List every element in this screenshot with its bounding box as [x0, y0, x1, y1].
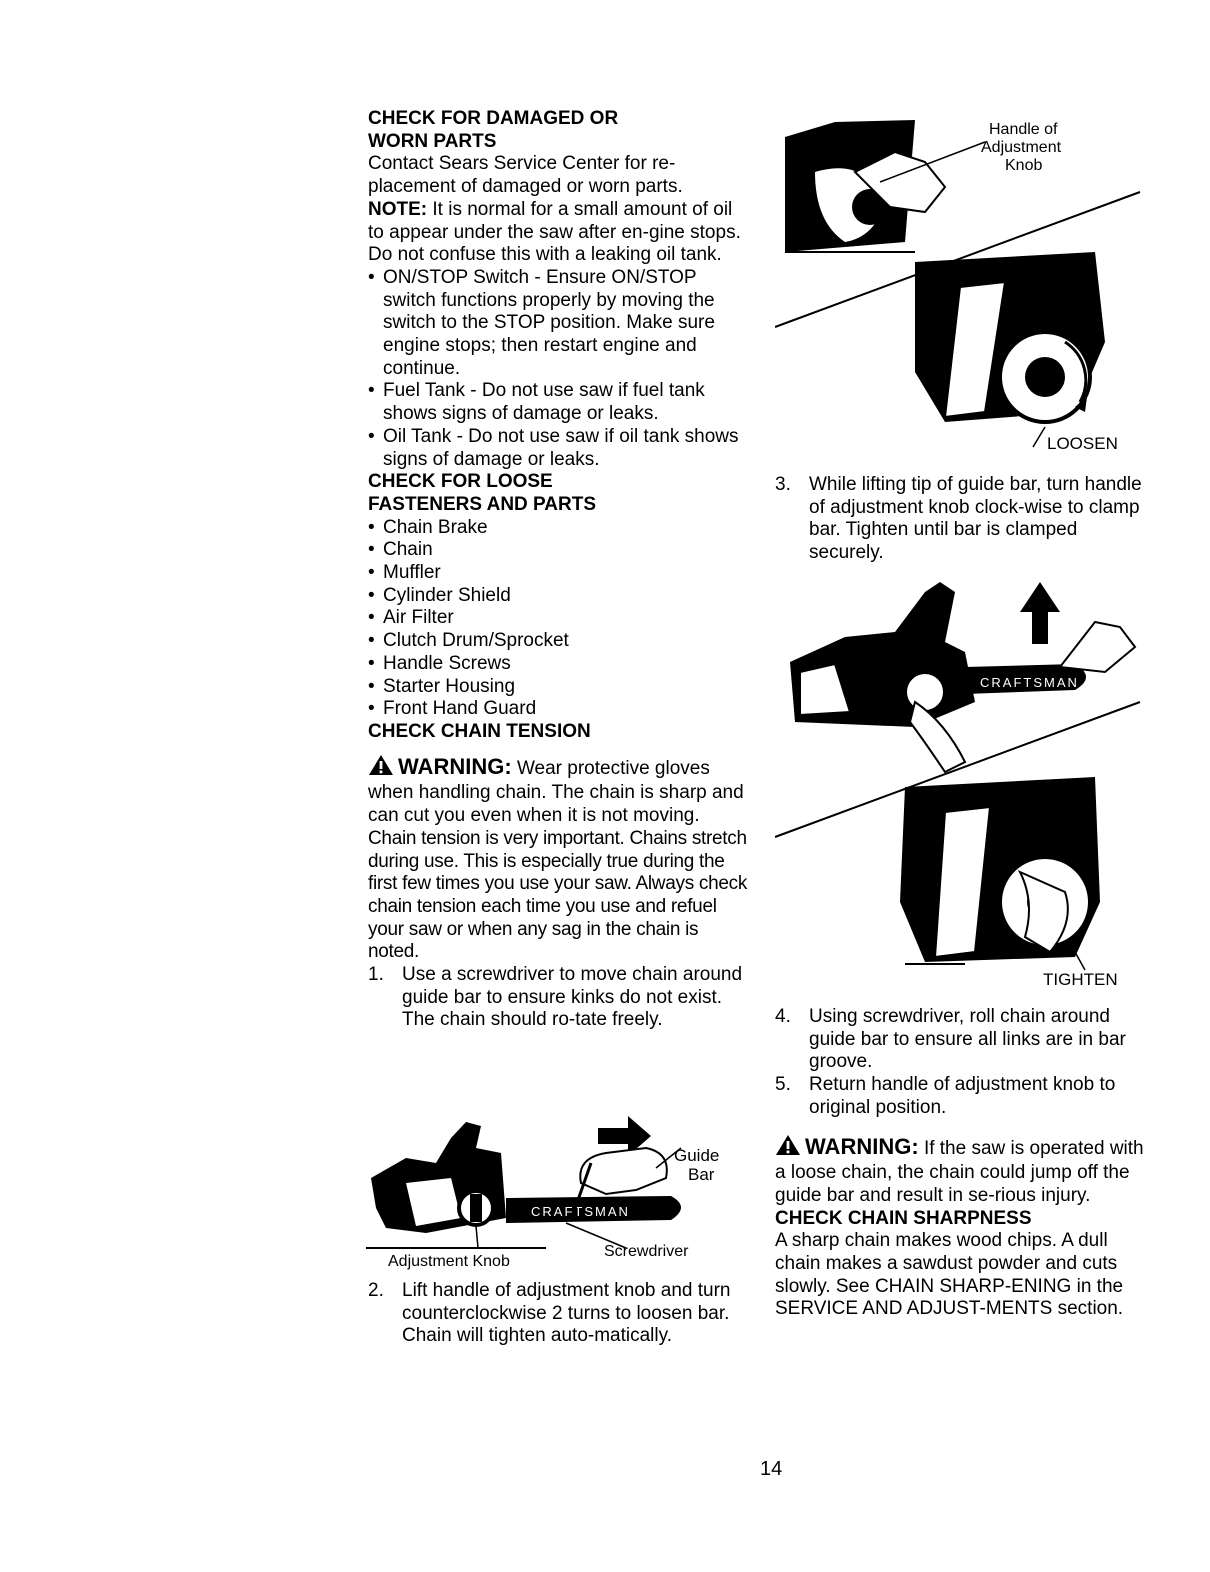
- note-text: It is normal for a small amount of oil to appear under the saw after en-gine stops. Do not confuse this with a leaking oil tank.: [368, 198, 741, 266]
- warning-text: Wear protective gloves when handling chain. The chain is sharp and can cut you even when it is not moving.: [368, 757, 744, 827]
- list-item: [368, 964, 748, 1032]
- left-column: [368, 108, 748, 1032]
- loose-heading-line-2: FASTENERS AND PARTS: [368, 493, 597, 515]
- page-number: 14: [760, 1458, 783, 1480]
- damaged-parts-list: [368, 267, 748, 471]
- tighten-knob-figure: [775, 572, 1145, 992]
- list-item: • Handle Screws: [368, 653, 748, 676]
- list-item: • Air Filter: [368, 607, 748, 630]
- guide-bar-brand: CRAFTSMAN: [980, 675, 1079, 690]
- step-2-block: [368, 1280, 748, 1348]
- list-item: • Fuel Tank - Do not use saw if fuel tank shows signs of damage or leaks.: [368, 380, 748, 425]
- loosen-label: LOOSEN: [1047, 434, 1118, 453]
- warning-paragraph: [775, 1134, 1155, 1208]
- tension-text: Chain tension is very important. Chains stretch during use. This is especially true during the first few times you use your saw. Always check chain tension each time you use and refuel your saw or when any sag in the chain is noted.: [368, 827, 748, 963]
- tighten-label: TIGHTEN: [1043, 970, 1118, 989]
- guide-bar-brand: CRAFTSMAN: [531, 1204, 630, 1219]
- list-item: [368, 1280, 748, 1348]
- tension-steps-left-2: [368, 1280, 748, 1348]
- sharpness-heading: CHECK CHAIN SHARPNESS: [775, 1207, 1032, 1229]
- step-number: 5.: [775, 1074, 791, 1096]
- step-number: 2.: [368, 1280, 384, 1301]
- step-text: While lifting tip of guide bar, turn handle of adjustment knob clock-wise to clamp bar. Tighten until bar is clamped securely.: [809, 474, 1142, 564]
- handle-of-knob-label-2: Adjustment: [981, 139, 1062, 156]
- list-item: • Chain: [368, 539, 748, 562]
- guide-bar-label-2: Bar: [688, 1165, 715, 1184]
- sharpness-text: A sharp chain makes wood chips. A dull chain makes a sawdust powder and cuts slowly. See CHAIN SHARP-ENING in the SERVICE AND ADJUST-MENTS section.: [775, 1230, 1124, 1320]
- damaged-heading-line-1: CHECK FOR DAMAGED OR: [368, 108, 619, 129]
- list-item: [775, 474, 1155, 565]
- step-text: Return handle of adjustment knob to original position.: [809, 1074, 1116, 1118]
- tension-heading: CHECK CHAIN TENSION: [368, 720, 591, 742]
- loosen-knob-figure: [775, 112, 1145, 462]
- list-item: [775, 1074, 1155, 1119]
- loose-parts-list: [368, 517, 748, 721]
- damaged-text: Contact Sears Service Center for re-placement of damaged or worn parts.: [368, 153, 683, 198]
- screwdriver-label: Screwdriver: [604, 1243, 689, 1260]
- step-number: 3.: [775, 474, 791, 495]
- step-text: Using screwdriver, roll chain around guide bar to ensure all links are in bar groove.: [809, 1006, 1126, 1073]
- handle-of-knob-label-1: Handle of: [989, 121, 1058, 138]
- step-text: Lift handle of adjustment knob and turn counterclockwise 2 turns to loosen bar. Chain will tighten auto-matically.: [402, 1280, 731, 1347]
- step-number: 1.: [368, 964, 384, 986]
- warning-triangle-icon: [368, 754, 394, 783]
- list-item: • Starter Housing: [368, 676, 748, 699]
- damaged-heading-line-2: WORN PARTS: [368, 130, 497, 152]
- guide-bar-label-1: Guide: [674, 1146, 720, 1165]
- tension-steps-right: [775, 474, 1155, 565]
- list-item: • Cylinder Shield: [368, 585, 748, 608]
- tension-steps-left: [368, 964, 748, 1032]
- adjustment-knob-label: Adjustment Knob: [388, 1253, 510, 1270]
- warning-text: If the saw is operated with a loose chain, the chain could jump off the guide bar and result in se-rious injury.: [775, 1137, 1144, 1206]
- warning-label: WARNING:: [398, 753, 512, 779]
- handle-of-knob-label-3: Knob: [1005, 157, 1043, 174]
- step-text: Use a screwdriver to move chain around guide bar to ensure kinks do not exist. The chain should ro-tate freely.: [402, 964, 743, 1031]
- list-item: • Clutch Drum/Sprocket: [368, 630, 748, 653]
- tension-steps-right-2: [775, 1006, 1155, 1120]
- warning-label: WARNING:: [805, 1133, 919, 1159]
- list-item: • Front Hand Guard: [368, 698, 748, 721]
- list-item: [775, 1006, 1155, 1074]
- warning-triangle-icon: [775, 1134, 801, 1163]
- list-item: • Chain Brake: [368, 517, 748, 540]
- step-3-block: [775, 474, 1155, 565]
- list-item: • ON/STOP Switch - Ensure ON/STOP switch functions properly by moving the switch to the STOP position. Make sure engine stops; then restart engine and continue.: [368, 267, 748, 381]
- warning-paragraph: [368, 754, 748, 828]
- list-item: • Oil Tank - Do not use saw if oil tank shows signs of damage or leaks.: [368, 426, 748, 471]
- steps-4-5-block: [775, 1006, 1155, 1321]
- loose-heading-line-1: CHECK FOR LOOSE: [368, 471, 553, 493]
- chainsaw-screwdriver-figure: [366, 1108, 736, 1268]
- note-paragraph: [368, 199, 748, 267]
- note-label: NOTE:: [368, 198, 428, 220]
- list-item: • Muffler: [368, 562, 748, 585]
- step-number: 4.: [775, 1006, 791, 1027]
